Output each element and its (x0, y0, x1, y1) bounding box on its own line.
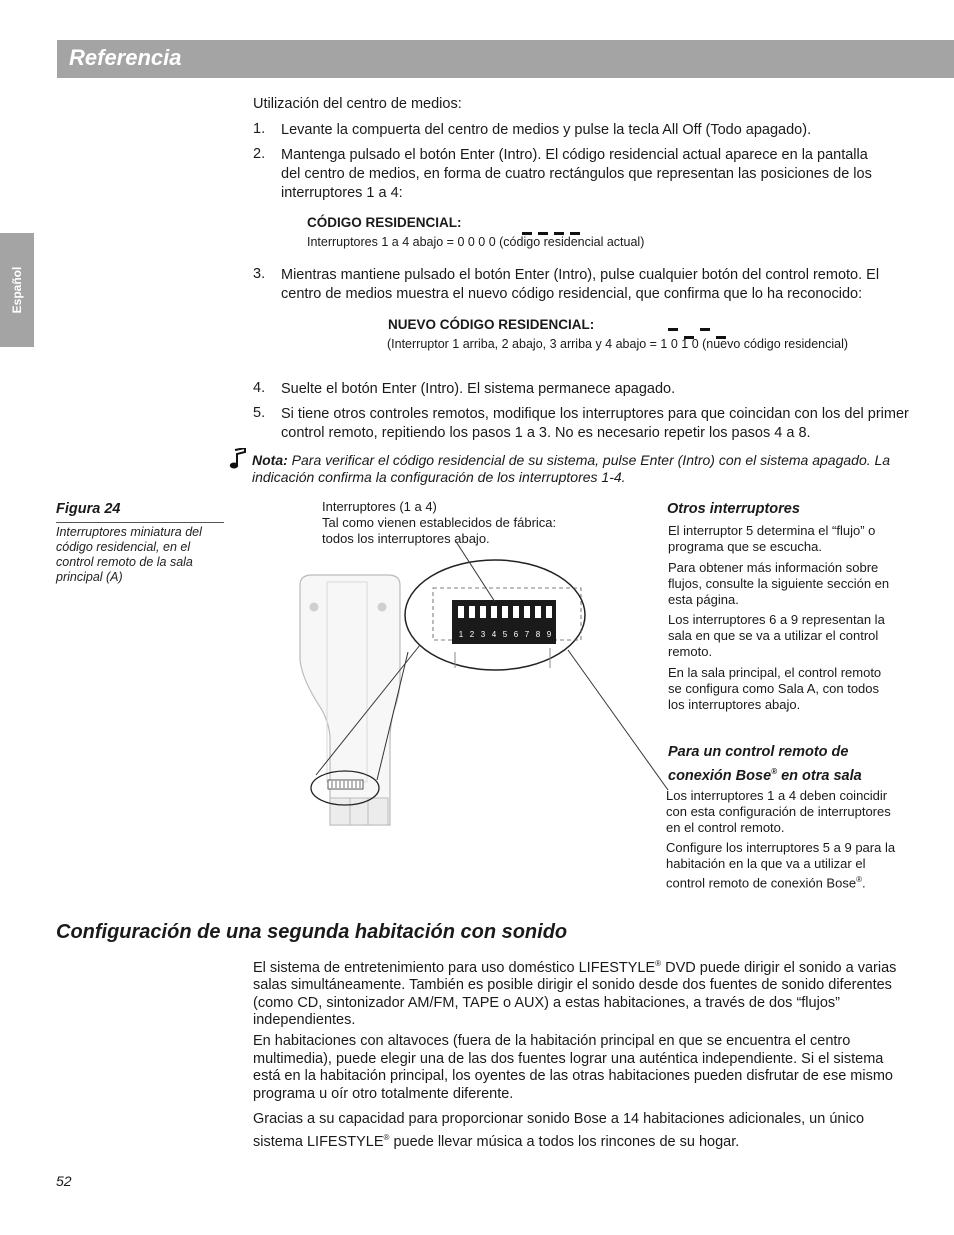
bose-remote-para (666, 840, 898, 891)
step-text: Mientras mantiene pulsado el botón Enter (Intro), pulse cualquier botón del control remoto. El centro de medios muestra el nuevo código residencial, que confirma que lo ha reconocido: (281, 267, 880, 302)
section-paragraph: En habitaciones con altavoces (fuera de la habitación principal en que se encuentra el centro multimedia), puede elegir una de las dos fuentes lograr una auténtica independiente. Si el sistema está en la habitación principal, los oyentes de las otras habitaciones pueden disfrutar de ese mismo programa u oír otro totalmente diferente. (253, 1033, 893, 1102)
switch-number-label: 2 (469, 630, 475, 639)
other-switches-title: Otros interruptores (667, 501, 800, 517)
step-number: 5. (253, 405, 266, 421)
music-note-icon (229, 448, 247, 475)
registered-mark: ® (771, 767, 778, 776)
section-heading: Configuración de una segunda habitación con sonido (56, 921, 568, 943)
callout-line: Tal como vienen establecidos de fábrica: (322, 515, 557, 530)
switch-number-label: 7 (524, 630, 530, 639)
other-switches-block (668, 523, 893, 713)
bose-remote-para-text: . (861, 875, 866, 891)
bose-remote-title-part: en otra sala (777, 767, 862, 784)
section-paragraph-text: Gracias a su capacidad para proporcionar sonido Bose a 14 habitaciones adicionales, un único sistema LIFESTYLE (253, 1111, 865, 1150)
bose-remote-para-text: Configure los interruptores 5 a 9 para la habitación en la que va a utilizar el control remoto de conexión Bose (666, 840, 896, 891)
other-switches-para: En la sala principal, el control remoto se configura como Sala A, con todos los interruptores abajo. (668, 665, 882, 712)
bose-remote-title-line (668, 762, 898, 786)
step-text: Suelte el botón Enter (Intro). El sistema permanece apagado. (281, 381, 676, 397)
intro-text: Utilización del centro de medios: (253, 96, 462, 112)
step-number: 3. (253, 266, 266, 282)
section-paragraph-text: DVD puede dirigir el sonido a varias salas simultáneamente. También es posible dirigir el sonido desde dos fuentes de sonido diferentes (como CD, sintonizador AM/FM, TAPE o AUX) a estas habitaciones, a través de dos “flujos” independientes. (253, 959, 897, 1029)
note-block (252, 452, 892, 486)
callout-line: Interruptores (1 a 4) (322, 499, 437, 514)
language-tab-label: Español (10, 266, 24, 314)
step-text: Mantenga pulsado el botón Enter (Intro). El código residencial actual aparece en la pantalla del centro de medios, en forma de cuatro rectángulos que representan las posiciones de los interruptores 1 a 4: (281, 147, 872, 201)
caption-divider (56, 522, 224, 523)
bose-remote-block (666, 788, 898, 891)
current-code-label: CÓDIGO RESIDENCIAL: (307, 215, 462, 230)
bose-remote-title-part: conexión Bose (668, 767, 772, 784)
bose-remote-title-line: Para un control remoto de (668, 744, 849, 760)
step-text: Si tiene otros controles remotos, modifique los interruptores para que coincidan con los del primer control remoto, repitiendo los pasos 1 a 3. No es necesario repetir los pasos 4 a 8. (281, 406, 909, 441)
section-paragraph (253, 955, 903, 1030)
switch-number-label: 5 (502, 630, 508, 639)
section-paragraph (253, 1111, 903, 1151)
page-number: 52 (56, 1173, 72, 1189)
header-bar (57, 40, 954, 78)
other-switches-para: Los interruptores 6 a 9 representan la sala en que se va a utilizar el control remoto. (668, 612, 885, 659)
switch-number-label: 8 (535, 630, 541, 639)
switch-number-label: 9 (546, 630, 552, 639)
code-switch-mark (700, 328, 710, 331)
code-switch-mark (668, 328, 678, 331)
step-text: Levante la compuerta del centro de medios y pulse la tecla All Off (Todo apagado). (281, 122, 812, 138)
bose-remote-para: Los interruptores 1 a 4 deben coincidir con esta configuración de interruptores en el control remoto. (666, 788, 891, 835)
language-tab (0, 233, 34, 347)
callout-line: todos los interruptores abajo. (322, 531, 490, 546)
step-number: 2. (253, 146, 266, 162)
section-paragraph-text: puede llevar música a todos los rincones de su hogar. (389, 1133, 740, 1150)
bose-remote-title (668, 743, 898, 786)
step-number: 4. (253, 380, 266, 396)
current-code-note: Interruptores 1 a 4 abajo = 0 0 0 0 (código residencial actual) (307, 235, 645, 249)
section-paragraph-text: El sistema de entretenimiento para uso doméstico LIFESTYLE (253, 959, 656, 976)
registered-mark: ® (383, 1132, 390, 1142)
other-switches-para: El interruptor 5 determina el “flujo” o programa que se escucha. (668, 523, 876, 554)
switch-number-label: 6 (513, 630, 519, 639)
switch-number-label: 1 (458, 630, 464, 639)
figure-title: Figura 24 (56, 501, 121, 517)
note-label: Nota: (252, 452, 288, 468)
switch-number-label: 4 (491, 630, 497, 639)
note-text: Para verificar el código residencial de su sistema, pulse Enter (Intro) con el sistema apagado. La indicación confirma la configuración de los interruptores 1-4. (252, 452, 891, 485)
switch-number-label: 3 (480, 630, 486, 639)
new-code-label: NUEVO CÓDIGO RESIDENCIAL: (388, 317, 595, 332)
figure-caption: Interruptores miniatura del código residencial, en el control remoto de la sala principal (A) (56, 525, 202, 584)
registered-mark: ® (655, 959, 662, 968)
new-code-note: (Interruptor 1 arriba, 2 abajo, 3 arriba y 4 abajo = 1 0 1 0 (nuevo código residencial) (387, 337, 849, 351)
step-number: 1. (253, 121, 266, 137)
registered-mark: ® (856, 875, 862, 884)
remote-illustration (290, 540, 670, 840)
page-title: Referencia (69, 45, 182, 70)
other-switches-para: Para obtener más información sobre flujos, consulte la siguiente sección en esta página. (668, 560, 890, 607)
